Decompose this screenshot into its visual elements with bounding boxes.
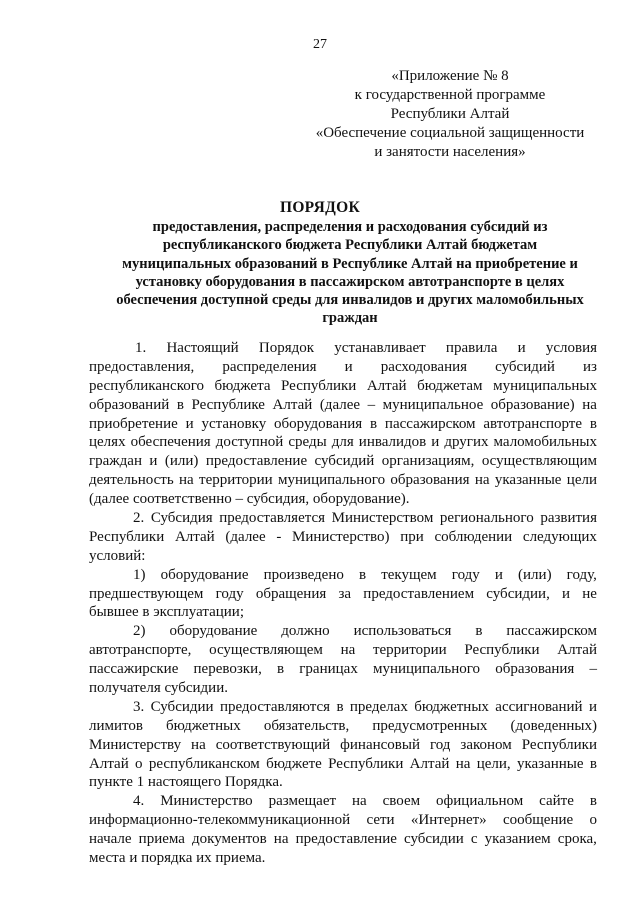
subtitle-line: обеспечения доступной среды для инвалидов и других маломобильных xyxy=(116,292,584,309)
body-word: условия xyxy=(545,340,597,356)
body-word: Республике xyxy=(191,396,265,413)
body-word: получателя субсидии. xyxy=(89,680,228,697)
body-word: 1. xyxy=(135,340,147,356)
body-word: устанавливает xyxy=(334,340,426,356)
body-word: 4. xyxy=(133,793,145,810)
body-word: автотранспорте xyxy=(483,415,583,432)
body-word: – xyxy=(367,396,376,413)
body-word: Алтай xyxy=(272,396,313,413)
document-body xyxy=(89,339,597,868)
subtitle-line: республиканского бюджета Республики Алтай бюджетам xyxy=(162,237,538,254)
body-word: лимитов xyxy=(89,717,143,734)
body-word: обязательств, xyxy=(263,717,350,734)
body-word: территории xyxy=(199,472,273,489)
body-word: распределения xyxy=(222,358,317,375)
body-line xyxy=(89,547,597,566)
body-word: предоставление xyxy=(295,831,397,848)
body-word: официальном xyxy=(436,793,524,810)
body-line xyxy=(89,339,597,358)
body-word: сообщение xyxy=(502,812,574,829)
body-line xyxy=(89,377,597,396)
body-word: сети xyxy=(366,812,395,829)
body-word: на xyxy=(179,472,194,489)
body-word: бюджетных xyxy=(166,717,241,734)
body-word: пассажирские xyxy=(89,661,179,678)
body-line xyxy=(89,641,597,660)
body-word: информационно-телекоммуникационной xyxy=(89,812,351,829)
body-word: в xyxy=(336,698,344,715)
body-word: перевозки, xyxy=(193,661,262,678)
body-word: организациям, xyxy=(381,453,475,470)
body-line xyxy=(89,396,597,415)
body-word: на xyxy=(455,755,471,772)
body-word: о xyxy=(135,755,143,772)
body-word: субсидии xyxy=(404,831,464,848)
body-word: правила xyxy=(445,340,498,356)
body-word: муниципального xyxy=(372,661,481,678)
body-word: в xyxy=(176,396,184,413)
body-word: 1) xyxy=(133,566,146,583)
body-word: своем xyxy=(382,793,421,810)
body-word: республиканского xyxy=(89,377,204,394)
body-word: муниципальных xyxy=(493,377,597,394)
body-word: на xyxy=(474,472,490,489)
body-word: должно xyxy=(281,623,330,640)
body-word: в xyxy=(589,793,597,810)
page-number: 27 xyxy=(313,37,327,52)
body-word: деятельность xyxy=(89,472,174,489)
body-word: маломобильных xyxy=(493,434,597,451)
body-word: документов xyxy=(192,831,267,848)
body-line xyxy=(89,603,597,622)
body-line xyxy=(89,717,597,736)
body-word: и xyxy=(149,453,158,470)
body-line xyxy=(89,660,597,679)
body-word: следующих xyxy=(522,528,597,545)
body-word: развития xyxy=(540,510,597,527)
body-line xyxy=(89,452,597,471)
body-word: (доведенных) xyxy=(510,717,597,734)
body-word: и xyxy=(185,415,194,432)
body-word: в xyxy=(370,415,378,432)
body-word: (далее xyxy=(225,528,266,545)
body-word: Субсидия xyxy=(150,510,213,527)
body-word: в xyxy=(358,566,367,583)
body-word: (далее соответственно – субсидия, оборудование). xyxy=(89,491,410,508)
body-word: финансовый xyxy=(340,736,420,753)
body-word: – xyxy=(589,661,597,678)
body-word: не xyxy=(582,585,597,602)
body-word: пассажирском xyxy=(506,623,597,640)
body-word: образования xyxy=(390,472,470,489)
body-word: Субсидии xyxy=(150,698,214,715)
subtitle-line: муниципальных образований в Республике Алтай на приобретение и xyxy=(122,255,578,272)
body-word: образования xyxy=(495,661,575,678)
body-word: цели, xyxy=(476,755,511,772)
body-word: предоставляется xyxy=(219,510,326,527)
appendix-line: к государственной программе xyxy=(354,87,546,103)
body-word: предоставления, xyxy=(89,358,195,375)
body-line xyxy=(89,490,597,509)
body-word: доступной xyxy=(215,434,284,451)
body-word: указанные xyxy=(516,755,584,772)
body-word: - xyxy=(276,528,282,545)
body-word: и xyxy=(494,566,503,583)
body-word: пассажирском xyxy=(384,415,476,432)
body-word: автотранспорте, xyxy=(89,642,192,659)
body-word: обеспечения xyxy=(130,434,211,451)
body-word: «Интернет» xyxy=(410,812,487,829)
body-word: цели xyxy=(566,472,597,489)
document-subtitle xyxy=(90,218,610,328)
body-line xyxy=(89,736,597,755)
body-word: места и порядка их приема. xyxy=(89,850,266,867)
body-word: и xyxy=(344,358,353,375)
body-line xyxy=(89,698,597,717)
appendix-line: «Приложение № 8 xyxy=(391,68,509,84)
subtitle-line: установку оборудования в пассажирском автотранспорте в целях xyxy=(135,273,565,290)
appendix-line: Республики Алтай xyxy=(390,106,510,122)
body-word: о xyxy=(589,812,597,829)
body-word: и xyxy=(431,434,440,451)
body-line xyxy=(89,415,597,434)
body-word: из xyxy=(583,358,597,375)
body-word: республиканском xyxy=(148,755,260,772)
body-word: Алтай xyxy=(89,755,129,772)
body-word: предоставляются xyxy=(219,698,331,715)
body-word: других xyxy=(444,434,489,451)
body-word: регионального xyxy=(439,510,534,527)
body-word: граждан xyxy=(89,453,142,470)
body-word: Министерством xyxy=(331,510,434,527)
body-word: целях xyxy=(89,434,126,451)
body-word: установку xyxy=(201,415,267,432)
body-word: с xyxy=(470,831,478,848)
body-word: приобретение xyxy=(89,415,178,432)
body-line xyxy=(89,471,597,490)
appendix-line: и занятости населения» xyxy=(374,144,526,160)
body-word: Порядок xyxy=(258,340,315,356)
body-word: указанные xyxy=(494,472,562,489)
body-word: бюджетам xyxy=(417,377,483,394)
body-word: и xyxy=(588,698,597,715)
body-word: среды xyxy=(288,434,327,451)
body-word: образование) xyxy=(490,396,575,413)
body-word: указанием xyxy=(484,831,551,848)
body-word: субсидии, xyxy=(486,585,550,602)
body-word: Алтай xyxy=(366,377,407,394)
body-word: оборудования xyxy=(274,415,363,432)
body-word: на xyxy=(582,396,597,413)
body-word: ассигнований xyxy=(495,698,583,715)
body-word: расходования xyxy=(380,358,468,375)
body-word: текущем xyxy=(381,566,437,583)
body-word: и xyxy=(562,585,571,602)
body-word: бюджета xyxy=(214,377,271,394)
body-word: предоставлением xyxy=(363,585,475,602)
body-word: при xyxy=(400,528,424,545)
body-word: Министерству xyxy=(89,736,182,753)
body-word: Министерство xyxy=(160,793,253,810)
body-word: за xyxy=(338,585,352,602)
body-line xyxy=(89,792,597,811)
body-word: Республики xyxy=(281,377,357,394)
body-word: условий: xyxy=(89,547,146,564)
body-word: субсидий xyxy=(495,358,555,375)
body-line xyxy=(89,830,597,849)
body-word: предоставление xyxy=(205,453,308,470)
body-line xyxy=(89,566,597,585)
subtitle-line: предоставления, распределения и расходования субсидий из xyxy=(152,219,548,235)
body-word: Алтай xyxy=(409,755,450,772)
body-word: срока, xyxy=(557,831,597,848)
body-line xyxy=(89,622,597,641)
body-word: пределах xyxy=(349,698,408,715)
body-line xyxy=(89,528,597,547)
body-word: соблюдении xyxy=(434,528,513,545)
body-word: (далее xyxy=(319,396,361,413)
body-line xyxy=(89,679,597,698)
body-word: 2. xyxy=(133,510,145,527)
body-word: на xyxy=(352,793,367,810)
body-word: муниципального xyxy=(278,472,386,489)
body-word: бывшее в эксплуатации; xyxy=(89,604,244,621)
body-word: инвалидов xyxy=(358,434,427,451)
body-word: год xyxy=(429,736,451,753)
body-word: приема xyxy=(138,831,185,848)
body-word: для xyxy=(331,434,354,451)
body-word: (или) xyxy=(518,566,552,583)
body-word: Настоящий xyxy=(166,340,239,356)
body-word: в xyxy=(475,623,483,640)
body-word: бюджетных xyxy=(414,698,489,715)
body-word: образований xyxy=(89,396,170,413)
body-line xyxy=(89,755,597,774)
body-word: обращения xyxy=(255,585,327,602)
body-word: осуществляющим xyxy=(481,453,597,470)
body-line xyxy=(89,773,597,792)
body-word: размещает xyxy=(268,793,337,810)
appendix-header xyxy=(300,67,600,162)
body-word: территории xyxy=(372,642,447,659)
body-word: и xyxy=(517,340,526,356)
body-line xyxy=(89,585,597,604)
body-word: в xyxy=(589,755,597,772)
body-word: предшествующем xyxy=(89,585,204,602)
body-word: произведено xyxy=(263,566,344,583)
body-word: на xyxy=(191,736,206,753)
body-word: границах xyxy=(299,661,358,678)
body-word: на xyxy=(273,831,289,848)
document-title: ПОРЯДОК xyxy=(279,199,361,216)
body-word: 3. xyxy=(133,698,145,715)
body-word: оборудование xyxy=(169,623,258,640)
body-word: году xyxy=(451,566,480,583)
appendix-line: «Обеспечение социальной защищенности xyxy=(315,125,585,141)
body-word: Республики xyxy=(464,642,540,659)
body-word: Алтай xyxy=(557,642,597,659)
body-word: осуществляющем xyxy=(209,642,323,659)
body-line xyxy=(89,509,597,528)
body-line xyxy=(89,849,597,868)
body-word: бюджете xyxy=(266,755,322,772)
body-word: году xyxy=(215,585,244,602)
body-word: использоваться xyxy=(353,623,452,640)
body-word: Министерство) xyxy=(292,528,390,545)
body-word: в xyxy=(589,415,597,432)
body-word: законом xyxy=(460,736,512,753)
body-word: оборудование xyxy=(160,566,249,583)
body-line xyxy=(89,433,597,452)
body-word: начале xyxy=(89,831,132,848)
body-word: Алтай xyxy=(174,528,215,545)
body-word: предусмотренных xyxy=(372,717,488,734)
body-word: сайте xyxy=(539,793,574,810)
body-word: муниципальное xyxy=(382,396,484,413)
subtitle-line: граждан xyxy=(322,310,378,327)
body-word: пункте 1 настоящего Порядка. xyxy=(89,774,283,791)
body-word: Республики xyxy=(89,528,165,545)
body-line xyxy=(89,811,597,830)
body-word: (или) xyxy=(164,453,199,470)
body-word: Республики xyxy=(328,755,404,772)
body-word: году, xyxy=(566,566,597,583)
body-line xyxy=(89,358,597,377)
body-word: в xyxy=(277,661,285,678)
body-word: 2) xyxy=(133,623,146,640)
body-word: соответствующий xyxy=(215,736,331,753)
body-word: на xyxy=(340,642,356,659)
body-word: субсидий xyxy=(314,453,375,470)
body-word: Республики xyxy=(521,736,597,753)
